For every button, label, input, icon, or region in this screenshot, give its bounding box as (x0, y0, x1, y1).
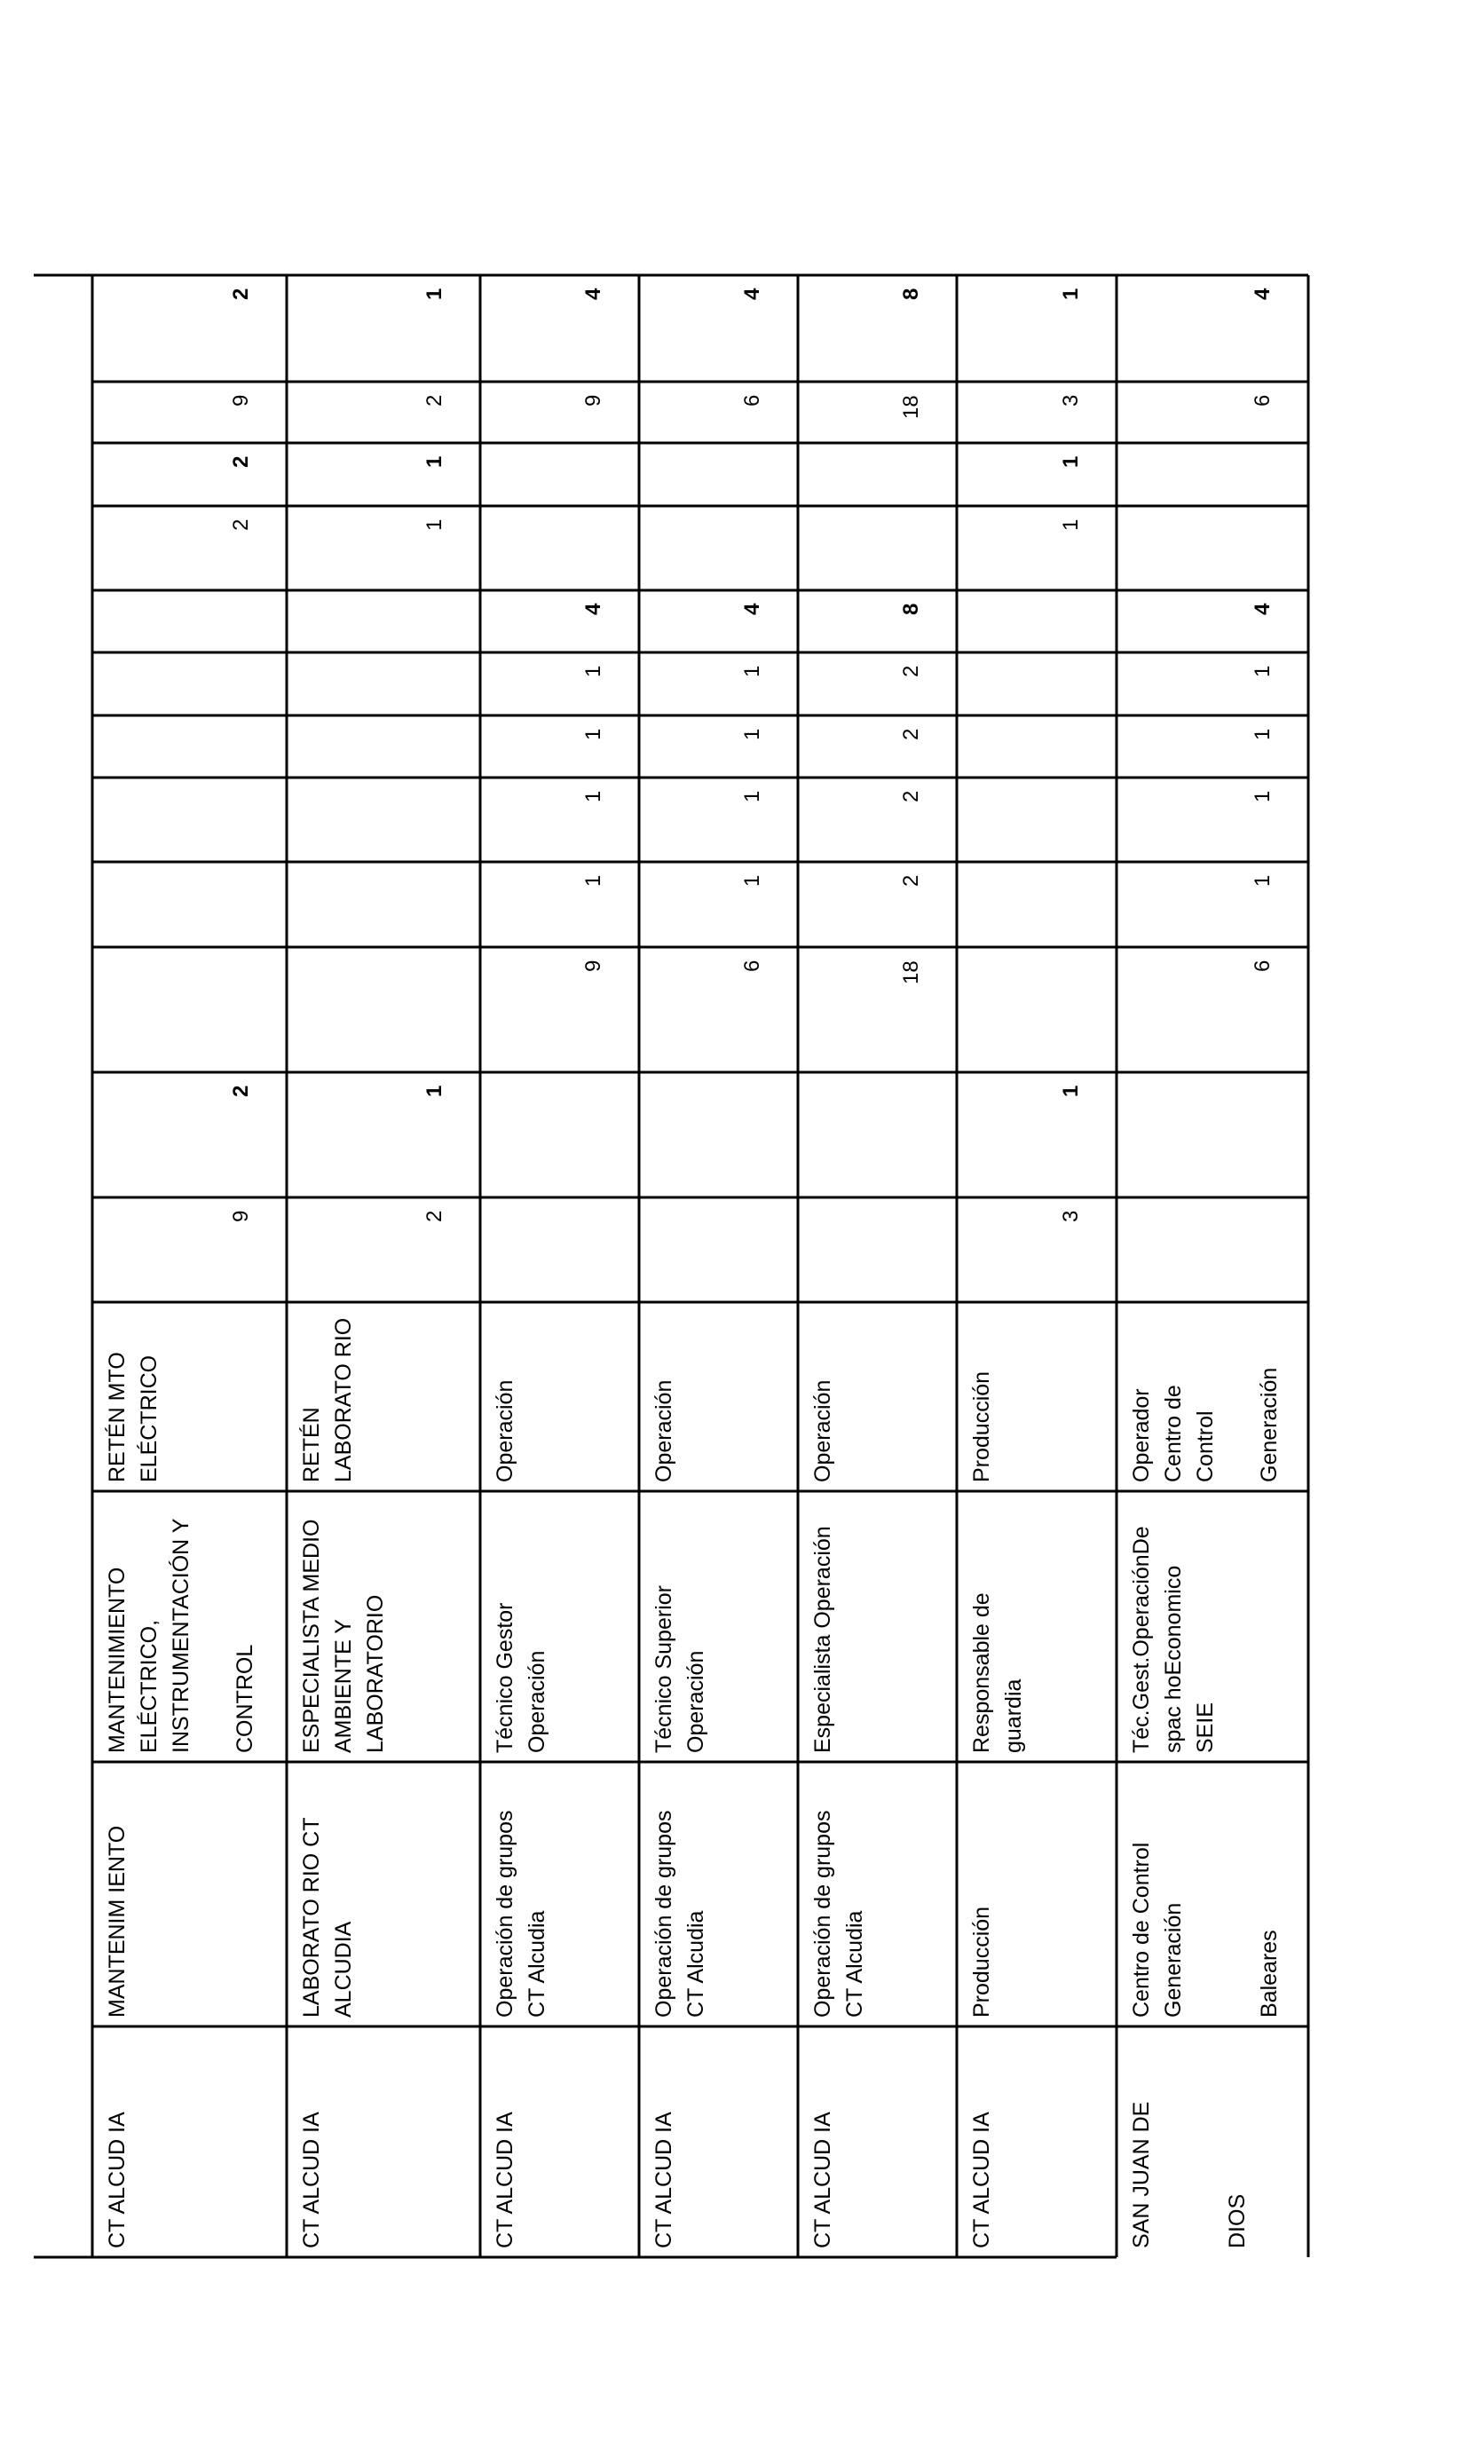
table-cell-duty: Operador Centro de Control Generación (1129, 1367, 1282, 1482)
table-cell-value: 6 (740, 960, 764, 972)
table-cell-value: 1 (1059, 518, 1083, 531)
table-cell-value: 2 (229, 455, 253, 468)
table-cell-value: 1 (422, 455, 446, 468)
table-cell-area: Operación de grupos CT Alcudia (651, 1810, 708, 2018)
table-cell-duty: Operación (493, 1379, 517, 1482)
table-cell-position: ESPECIALISTA MEDIO AMBIENTE Y LABORATORIO (299, 1519, 388, 1753)
table-cell-value: 18 (899, 960, 923, 984)
table-cell-area: Centro de Control Generación Baleares (1129, 1842, 1282, 2018)
table-cell-value: 9 (229, 1210, 253, 1222)
table-cell-value: 1 (740, 728, 764, 740)
table-cell-area: Operación de grupos CT Alcudia (810, 1810, 867, 2018)
table-cell-value: 18 (899, 395, 923, 419)
table-cell-value: 2 (899, 665, 923, 677)
table-cell-value: 2 (899, 728, 923, 740)
table-cell-value: 1 (1251, 790, 1275, 802)
table-cell-value: 4 (581, 288, 605, 300)
table-cell-value: 1 (581, 665, 605, 677)
table-cell-value: 1 (1251, 665, 1275, 677)
table-cell-value: 4 (740, 288, 764, 300)
table-cell-value: 6 (1251, 960, 1275, 972)
table-cell-value: 1 (740, 790, 764, 802)
table-cell-value: 4 (740, 603, 764, 615)
table-cell-value: 2 (899, 874, 923, 887)
table-cell-value: 6 (740, 394, 764, 407)
table-cell-value: 4 (581, 603, 605, 615)
table-cell-center: CT ALCUD IA (810, 2112, 835, 2248)
table-cell-center: CT ALCUD IA (493, 2112, 517, 2248)
table-cell-value: 9 (581, 960, 605, 972)
table-cell-value: 8 (899, 288, 923, 300)
table-cell-center: CT ALCUD IA (105, 2112, 130, 2248)
table-cell-value: 1 (1059, 288, 1083, 300)
table-cell-value: 2 (422, 1210, 446, 1222)
table-cell-value: 1 (422, 1085, 446, 1097)
table-cell-center: CT ALCUD IA (299, 2112, 324, 2248)
table-cell-area: MANTENIM IENTO (105, 1825, 130, 2018)
table-cell-value: 2 (229, 518, 253, 531)
table-cell-value: 9 (229, 394, 253, 407)
table-cell-position: Técnico Superior Operación (651, 1585, 708, 1753)
table-cell-position: Téc.Gest.OperaciónDe spac hoEconomico SEIE (1129, 1526, 1218, 1753)
table-cell-center: SAN JUAN DE DIOS (1129, 2101, 1250, 2248)
table-cell-position: Técnico Gestor Operación (493, 1602, 549, 1753)
table-cell-area: Operación de grupos CT Alcudia (493, 1810, 549, 2018)
table-cell-value: 6 (1251, 394, 1275, 407)
table-cell-area: LABORATO RIO CT ALCUDIA (299, 1817, 356, 2018)
table-cell-value: 4 (1251, 288, 1275, 300)
table-cell-position: MANTENIMIENTO ELÉCTRICO, INSTRUMENTACIÓN Y CONTROL (105, 1518, 257, 1753)
table-cell-value: 9 (581, 394, 605, 407)
table-cell-value: 2 (229, 288, 253, 300)
table-cell-value: 2 (229, 1085, 253, 1097)
table-cell-value: 1 (740, 874, 764, 887)
table-cell-duty: RETÉN LABORATO RIO (299, 1317, 356, 1482)
table-cell-value: 1 (740, 665, 764, 677)
table-cell-value: 1 (581, 790, 605, 802)
table-cell-duty: Operación (651, 1379, 676, 1482)
table-cell-area: Producción (969, 1906, 994, 2018)
table-cell-value: 1 (1059, 455, 1083, 468)
table-cell-value: 1 (422, 288, 446, 300)
table-cell-value: 1 (581, 728, 605, 740)
table-cell-value: 4 (1251, 603, 1275, 615)
table-cell-value: 2 (899, 790, 923, 802)
table-cell-duty: Producción (969, 1370, 994, 1482)
table-cell-center: CT ALCUD IA (969, 2112, 994, 2248)
table-cell-value: 1 (1059, 1085, 1083, 1097)
table-cell-duty: Operación (810, 1379, 835, 1482)
table-cell-value: 1 (1251, 728, 1275, 740)
table-cell-value: 3 (1059, 394, 1083, 407)
table-cell-center: CT ALCUD IA (651, 2112, 676, 2248)
table-cell-value: 8 (899, 603, 923, 615)
table-cell-value: 2 (422, 394, 446, 407)
table-cell-value: 1 (581, 874, 605, 887)
table-cell-position: Responsable de guardia (969, 1592, 1026, 1753)
table-cell-duty: RETÉN MTO ELÉCTRICO (105, 1352, 162, 1482)
table-cell-value: 1 (1251, 874, 1275, 887)
table-cell-value: 1 (422, 518, 446, 531)
table-cell-value: 3 (1059, 1210, 1083, 1222)
table-cell-position: Especialista Operación (810, 1526, 835, 1753)
